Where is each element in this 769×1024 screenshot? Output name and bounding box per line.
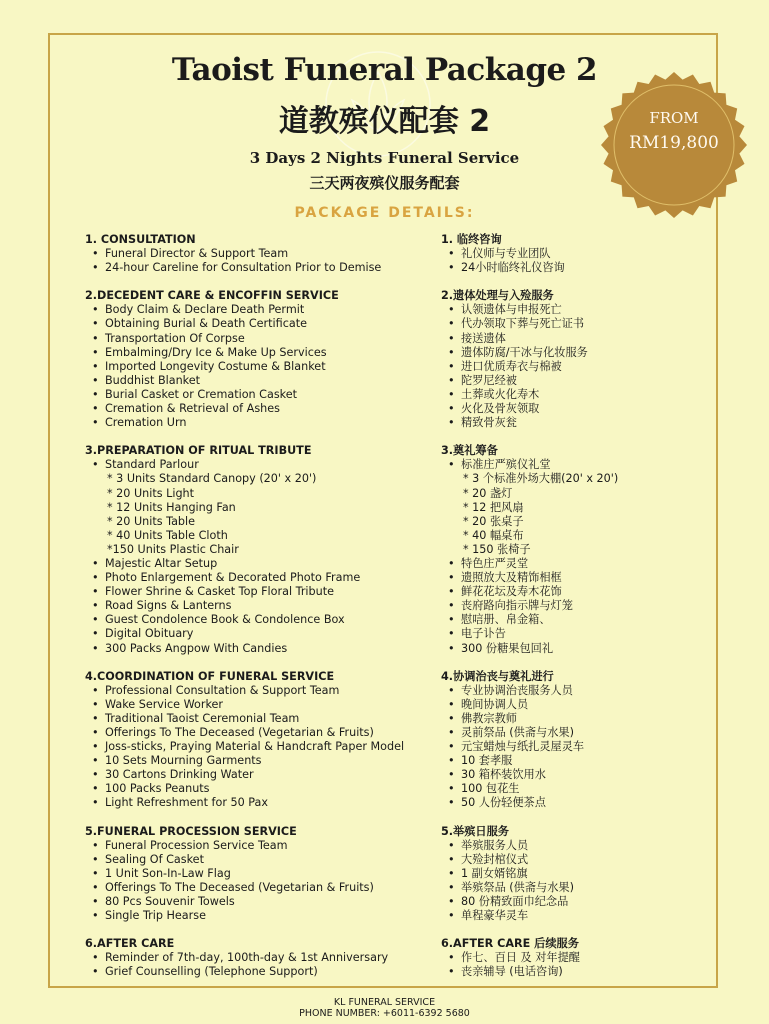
section (441, 670, 711, 811)
list-item: • 进口优质寿衣与棉被 (441, 360, 711, 374)
list-item: • 80 Pcs Souvenir Towels (85, 895, 440, 909)
list-item: • Majestic Altar Setup (85, 557, 440, 571)
list-item: • 代办领取下葬与死亡证书 (441, 317, 711, 331)
list-item: • 精致骨灰瓮 (441, 416, 711, 430)
list-item: • Light Refreshment for 50 Pax (85, 796, 440, 810)
details-column-cn (441, 233, 711, 994)
section-title: 5.FUNERAL PROCESSION SERVICE (85, 824, 297, 838)
list-item: • 举殡服务人员 (441, 839, 711, 853)
list-item: • Road Signs & Lanterns (85, 599, 440, 613)
list-item: • 专业协调治丧服务人员 (441, 684, 711, 698)
list-item: • Grief Counselling (Telephone Support) (85, 965, 440, 979)
list-item: • Burial Casket or Cremation Casket (85, 388, 440, 402)
list-item: • 元宝蜡烛与纸扎灵屋灵车 (441, 740, 711, 754)
list-item: • 丧府路向指示牌与灯笼 (441, 599, 711, 613)
list-item: • 佛教宗教师 (441, 712, 711, 726)
list-item: • 举殡祭品 (供斋与水果) (441, 881, 711, 895)
package-subtitle-en: 3 Days 2 Nights Funeral Service (249, 149, 520, 167)
list-item: • 24小时临终礼仪咨询 (441, 261, 711, 275)
list-item: • 遗照放大及精饰相框 (441, 571, 711, 585)
section-title: 4.COORDINATION OF FUNERAL SERVICE (85, 669, 335, 683)
list-item: • Obtaining Burial & Death Certificate (85, 317, 440, 331)
list-item: • Single Trip Hearse (85, 909, 440, 923)
section-title: 1. CONSULTATION (85, 233, 196, 246)
sub-item: * 20 Units Table (107, 514, 196, 528)
footer-company: KL FUNERAL SERVICE (333, 997, 436, 1008)
package-subtitle-cn: 三天两夜殡仪服务配套 (309, 174, 460, 192)
section (441, 289, 711, 430)
sub-item: * 150 张椅子 (463, 542, 531, 556)
list-item: • 80 份精致面巾纪念品 (441, 895, 711, 909)
list-item: • Embalming/Dry Ice & Make Up Services (85, 346, 440, 360)
sub-item: * 12 Units Hanging Fan (107, 500, 236, 514)
list-item: • 1 Unit Son-In-Law Flag (85, 867, 440, 881)
list-item: • 50 人份轻便茶点 (441, 796, 711, 810)
price-badge (600, 71, 748, 219)
list-item: • Traditional Taoist Ceremonial Team (85, 712, 440, 726)
list-item: • Cremation Urn (85, 416, 440, 430)
list-item: • 30 Cartons Drinking Water (85, 768, 440, 782)
list-item: • Funeral Procession Service Team (85, 839, 440, 853)
list-item: • 单程豪华灵车 (441, 909, 711, 923)
list-item: • 灵前祭品 (供斋与水果) (441, 726, 711, 740)
package-title-cn: 道教殡仪配套 2 (278, 104, 491, 139)
section-title: 3.奠礼筹备 (441, 444, 498, 458)
list-item: • 10 套孝服 (441, 754, 711, 768)
list-item: • Imported Longevity Costume & Blanket (85, 360, 440, 374)
footer (0, 997, 769, 1019)
badge-from-label: FROM (649, 109, 699, 127)
list-item: • Body Claim & Declare Death Permit (85, 303, 440, 317)
sub-item: * 40 幅桌布 (463, 528, 524, 542)
details-column-en (85, 233, 440, 994)
sub-item: * 12 把风扇 (463, 500, 524, 514)
sub-item: * 3 Units Standard Canopy (20' x 20') (107, 472, 317, 486)
list-item: • 陀罗尼经被 (441, 374, 711, 388)
section (85, 233, 440, 275)
section-title: 2.遗体处理与入殓服务 (441, 289, 554, 303)
list-item: • Transportation Of Corpse (85, 332, 440, 346)
package-title-en: Taoist Funeral Package 2 (171, 52, 598, 88)
list-item: • Digital Obituary (85, 627, 440, 641)
section (85, 937, 440, 979)
section-title: 3.PREPARATION OF RITUAL TRIBUTE (85, 444, 312, 458)
list-item: • Wake Service Worker (85, 698, 440, 712)
list-item: • 10 Sets Mourning Garments (85, 754, 440, 768)
sub-item: * 20 盏灯 (463, 486, 513, 500)
section (441, 825, 711, 924)
list-item: • 100 包花生 (441, 782, 711, 796)
badge-price: RM19,800 (629, 133, 719, 153)
list-item: • Buddhist Blanket (85, 374, 440, 388)
list-item: • Professional Consultation & Support Team (85, 684, 440, 698)
list-item: • Funeral Director & Support Team (85, 247, 440, 261)
list-item: • 24-hour Careline for Consultation Prior to Demise (85, 261, 440, 275)
list-item: • 300 Packs Angpow With Candies (85, 642, 440, 656)
list-item: • 标准庄严殡仪礼堂 (441, 458, 711, 472)
list-item: • Offerings To The Deceased (Vegetarian & Fruits) (85, 726, 440, 740)
list-item: • Flower Shrine & Casket Top Floral Tribute (85, 585, 440, 599)
section (441, 444, 711, 655)
list-item: • 慰唁册、帛金箱、 (441, 613, 711, 627)
list-item: • 大殓封棺仪式 (441, 853, 711, 867)
list-item: • 丧亲辅导 (电话咨询) (441, 965, 711, 979)
list-item: • 遗体防腐/干冰与化妆服务 (441, 346, 711, 360)
section (85, 825, 440, 924)
list-item: • 电子讣告 (441, 627, 711, 641)
list-item: • 土葬或火化寿木 (441, 388, 711, 402)
list-item: • 认领遗体与申报死亡 (441, 303, 711, 317)
list-item: • Photo Enlargement & Decorated Photo Frame (85, 571, 440, 585)
section (441, 937, 711, 979)
list-item: • 礼仪师与专业团队 (441, 247, 711, 261)
list-item: • 1 副女婿铭旗 (441, 867, 711, 881)
list-item: • 火化及骨灰领取 (441, 402, 711, 416)
list-item: • Reminder of 7th-day, 100th-day & 1st Anniversary (85, 951, 440, 965)
section-title: 2.DECEDENT CARE & ENCOFFIN SERVICE (85, 289, 339, 303)
sub-item: * 20 Units Light (107, 486, 195, 500)
list-item: • Offerings To The Deceased (Vegetarian & Fruits) (85, 881, 440, 895)
section-title: 1. 临终咨询 (441, 233, 502, 246)
list-item: • Joss-sticks, Praying Material & Handcraft Paper Model (85, 740, 440, 754)
list-item: • 晚间协调人员 (441, 698, 711, 712)
list-item: • 特色庄严灵堂 (441, 557, 711, 571)
list-item: • 鲜花花坛及寿木花饰 (441, 585, 711, 599)
section-title: 6.AFTER CARE 后续服务 (441, 937, 579, 951)
list-item: • 30 箱杯装饮用水 (441, 768, 711, 782)
section (85, 444, 440, 655)
section-title: 5.举殡日服务 (441, 824, 509, 838)
list-item: • Standard Parlour (85, 458, 440, 472)
list-item: • 作七、百日 及 对年提醒 (441, 951, 711, 965)
sub-item: * 3 个标准外场大棚(20' x 20') (463, 472, 619, 486)
section-title: 6.AFTER CARE (85, 937, 175, 951)
section (85, 670, 440, 811)
section (441, 233, 711, 275)
sub-item: * 20 张桌子 (463, 514, 524, 528)
list-item: • Cremation & Retrieval of Ashes (85, 402, 440, 416)
list-item: • 100 Packs Peanuts (85, 782, 440, 796)
sub-item: *150 Units Plastic Chair (107, 542, 239, 556)
list-item: • 接送遗体 (441, 332, 711, 346)
section-title: 4.协调治丧与奠礼进行 (441, 669, 554, 683)
list-item: • Sealing Of Casket (85, 853, 440, 867)
package-details-heading: PACKAGE DETAILS: (294, 205, 475, 221)
list-item: • 300 份糖果包回礼 (441, 642, 711, 656)
sub-item: * 40 Units Table Cloth (107, 528, 228, 542)
footer-phone: PHONE NUMBER: +6011-6392 5680 (299, 1008, 470, 1019)
section (85, 289, 440, 430)
list-item: • Guest Condolence Book & Condolence Box (85, 613, 440, 627)
